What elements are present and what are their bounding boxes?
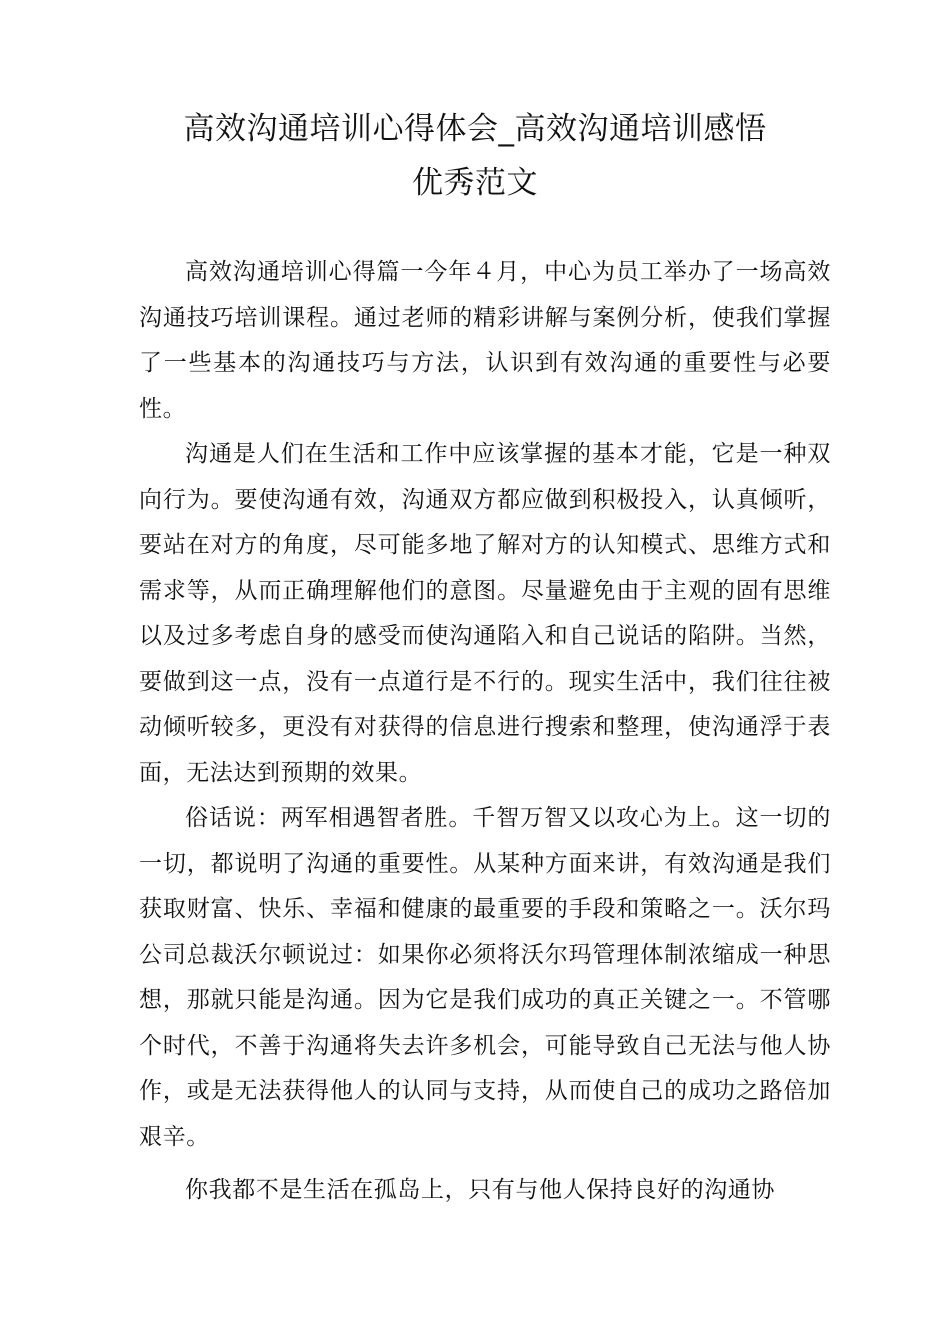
document-body [139, 250, 831, 1214]
paragraph-4: 你我都不是生活在孤岛上，只有与他人保持良好的沟通协 [185, 1177, 775, 1203]
paragraph-3: 俗话说：两军相遇智者胜。千智万智又以攻心为上。这一切的一切，都说明了沟通的重要性。从某种方面来讲，有效沟通是我们获取财富、快乐、幸福和健康的最重要的手段和策略之一。沃尔玛公司总裁沃尔顿说过：如果你必须将沃尔玛管理体制浓缩成一种思想，那就只能是沟通。因为它是我们成功的真正关键之一。不管哪个时代，不善于沟通将失去许多机会，可能导致自己无法与他人协作，或是无法获得他人的认同与支持，从而使自己的成功之路倍加艰辛。 [139, 805, 831, 1150]
paragraph-2: 沟通是人们在生活和工作中应该掌握的基本才能，它是一种双向行为。要使沟通有效，沟通双方都应做到积极投入，认真倾听，要站在对方的角度，尽可能多地了解对方的认知模式、思维方式和需求等，从而正确理解他们的意图。尽量避免由于主观的固有思维以及过多考虑自身的感受而使沟通陷入和自己说话的陷阱。当然，要做到这一点，没有一点道行是不行的。现实生活中，我们往往被动倾听较多，更没有对获得的信息进行搜索和整理，使沟通浮于表面，无法达到预期的效果。 [139, 441, 831, 786]
document-title [110, 102, 840, 210]
title-line-1: 高效沟通培训心得体会_高效沟通培训感悟 [183, 111, 767, 147]
paragraph-1: 高效沟通培训心得篇一今年４月，中心为员工举办了一场高效沟通技巧培训课程。通过老师的精彩讲解与案例分析，使我们掌握了一些基本的沟通技巧与方法，认识到有效沟通的重要性与必要性。 [139, 259, 831, 422]
title-line-2: 优秀范文 [412, 165, 538, 201]
